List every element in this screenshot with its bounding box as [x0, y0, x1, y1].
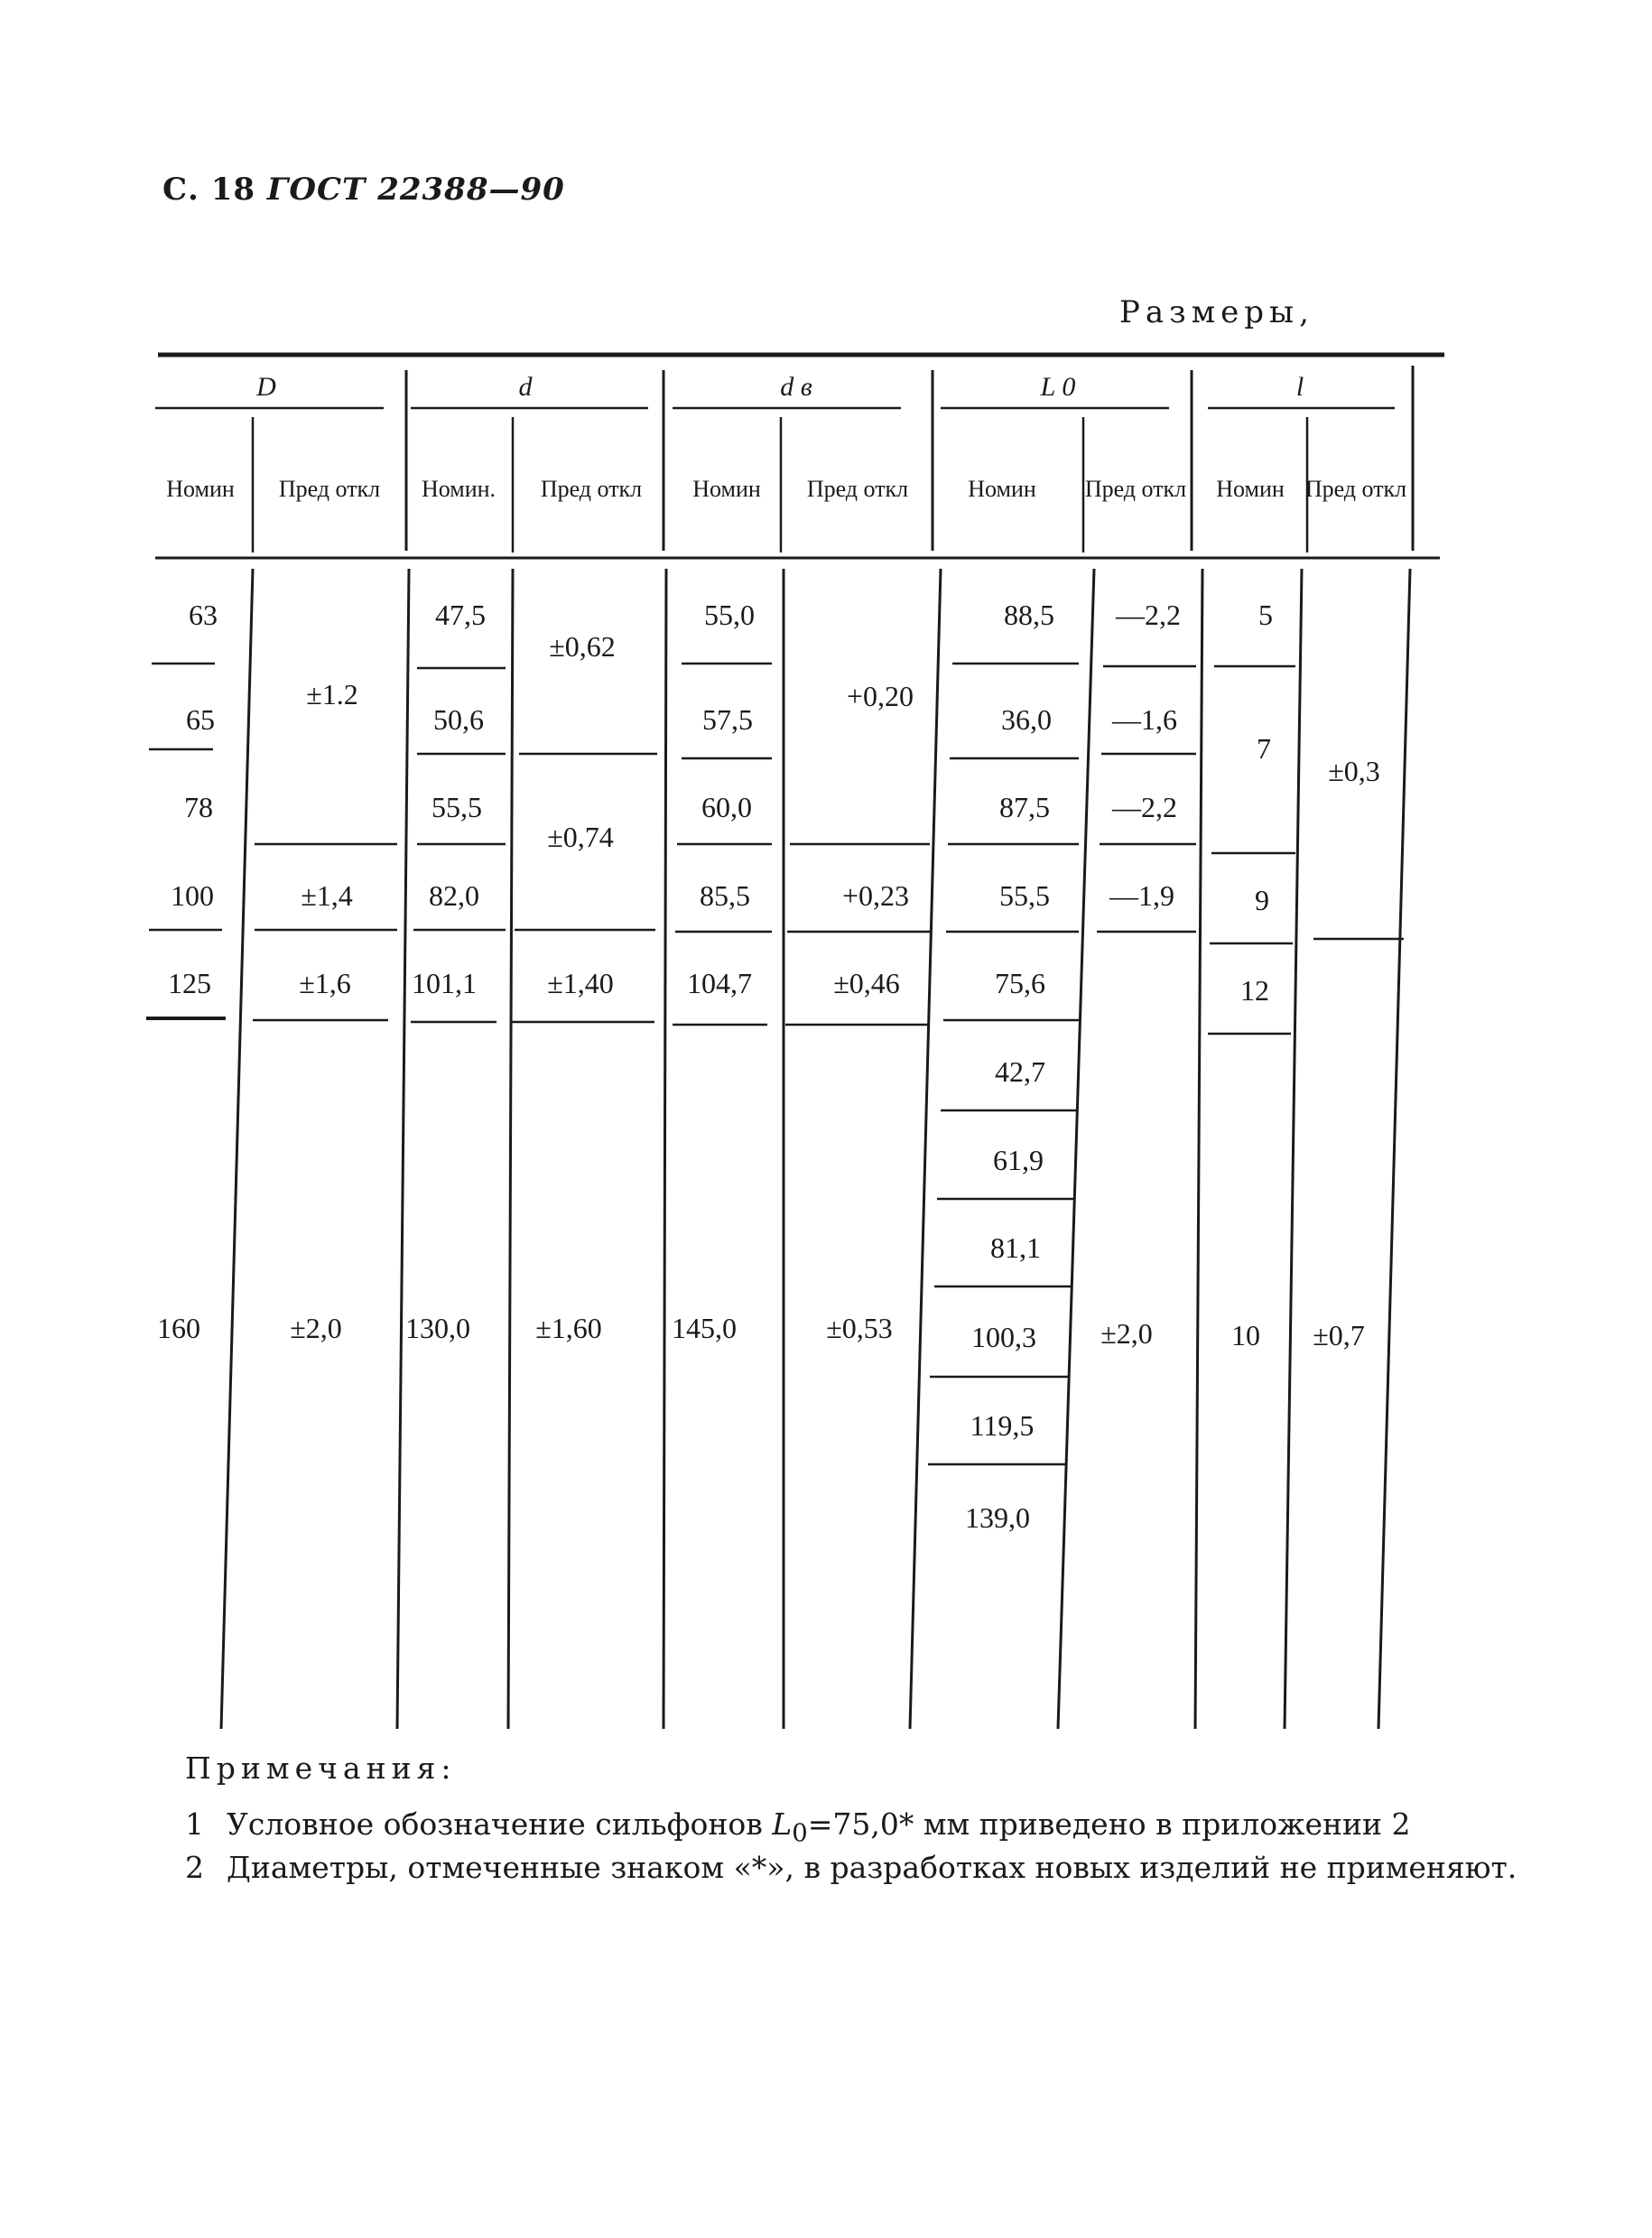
- table-cell: 104,7: [687, 967, 752, 999]
- table-cell: —1,6: [1112, 703, 1177, 736]
- standard-number: ГОСТ 22388—90: [266, 172, 565, 208]
- table-cell: ±1,4: [301, 879, 353, 912]
- table-cell: 100: [171, 879, 214, 912]
- body-column-line: [1285, 569, 1302, 1729]
- table-cell: ±1,60: [535, 1312, 602, 1344]
- table-cell: —2,2: [1112, 791, 1177, 823]
- subheader-l-nom: Номин: [1216, 476, 1285, 502]
- subheader-D-nom: Номин: [166, 476, 235, 502]
- table-cell: 61,9: [993, 1144, 1044, 1176]
- subheader-d-dev: Пред откл: [540, 476, 643, 502]
- body-column-line: [664, 569, 666, 1729]
- table-cell: 55,5: [999, 879, 1050, 912]
- subheader-L0-nom: Номин: [968, 476, 1036, 502]
- table-cell: 10: [1231, 1319, 1260, 1351]
- table-cell: +0,20: [846, 680, 914, 712]
- body-column-line: [1378, 569, 1410, 1729]
- note-text: =75,0* мм приведено в приложении 2: [807, 1806, 1411, 1842]
- table-cell: 75,6: [995, 967, 1045, 999]
- table-cell: 60,0: [701, 791, 752, 823]
- table-cell: 9: [1255, 884, 1269, 916]
- table-cell: 47,5: [435, 599, 486, 631]
- note-number: 2: [185, 1849, 204, 1885]
- group-heading-L0: L 0: [1040, 372, 1076, 402]
- table-cell: 63: [189, 599, 218, 631]
- table-cell: 42,7: [995, 1055, 1045, 1088]
- note-2: [185, 1851, 1517, 1885]
- dimensions-caption: Размеры,: [1119, 294, 1314, 330]
- table-cell: 65: [186, 703, 215, 736]
- table-cell: ±2,0: [290, 1312, 342, 1344]
- table-cell: ±1,6: [299, 967, 351, 999]
- body-column-line: [221, 569, 253, 1729]
- table-cell: ±0,7: [1313, 1319, 1365, 1351]
- table-cell: 88,5: [1004, 599, 1054, 631]
- group-heading-d: d: [518, 372, 533, 402]
- table-cell: 139,0: [965, 1501, 1030, 1534]
- notes-section: [185, 1751, 1517, 1885]
- table-cell: ±0,3: [1328, 755, 1380, 787]
- table-cell: 12: [1240, 974, 1269, 1007]
- table-cell: 57,5: [702, 703, 753, 736]
- table-cell: 5: [1258, 599, 1273, 631]
- subheader-dv-nom: Номин: [692, 476, 761, 502]
- table-cell: ±0,62: [549, 630, 616, 663]
- table-cell: 87,5: [999, 791, 1050, 823]
- table-cell: +0,23: [841, 879, 910, 912]
- table-cell: 7: [1257, 732, 1271, 765]
- table-cell: 145,0: [672, 1312, 737, 1344]
- subheader-dv-dev: Пред откл: [806, 476, 909, 502]
- subheader-D-dev: Пред откл: [278, 476, 381, 502]
- note-number: 1: [185, 1806, 204, 1842]
- note-subscript: 0: [792, 1818, 808, 1848]
- table-cell: 130,0: [405, 1312, 470, 1344]
- table-cell: ±0,46: [833, 967, 900, 999]
- table-cell: 36,0: [1001, 703, 1052, 736]
- table-cell: 119,5: [970, 1409, 1035, 1442]
- body-column-line: [397, 569, 409, 1729]
- note-1: [185, 1807, 1517, 1851]
- body-column-line: [910, 569, 941, 1729]
- notes-title: Примечания:: [185, 1750, 457, 1786]
- table-cell: 81,1: [990, 1231, 1041, 1264]
- table-cell: ±1.2: [306, 678, 358, 710]
- table-cell: ±0,53: [826, 1312, 893, 1344]
- table-cell: 50,6: [433, 703, 484, 736]
- page-number: С. 18: [162, 172, 256, 208]
- group-heading-l: l: [1295, 372, 1304, 402]
- group-heading-D: D: [256, 372, 276, 402]
- table-cell: 101,1: [412, 967, 477, 999]
- table-cell: 100,3: [971, 1321, 1036, 1353]
- note-symbol: L: [772, 1806, 793, 1842]
- table-cell: 82,0: [429, 879, 479, 912]
- note-text: Условное обозначение сильфонов: [227, 1806, 773, 1842]
- body-column-line: [508, 569, 513, 1729]
- subheader-l-dev: Пред откл: [1304, 476, 1407, 502]
- table-cell: ±0,74: [547, 821, 614, 853]
- table-cell: 160: [157, 1312, 200, 1344]
- group-heading-dv: d в: [780, 372, 812, 402]
- note-text: Диаметры, отмеченные знаком «*», в разработках новых изделий не применяют.: [227, 1849, 1517, 1885]
- table-cell: ±1,40: [547, 967, 614, 999]
- table-cell: ±2,0: [1100, 1317, 1153, 1350]
- table-cell: —1,9: [1109, 879, 1174, 912]
- body-column-line: [1195, 569, 1202, 1729]
- table-cell: —2,2: [1116, 599, 1181, 631]
- body-column-line: [1058, 569, 1094, 1729]
- table-cell: 55,0: [704, 599, 755, 631]
- table-cell: 55,5: [432, 791, 482, 823]
- subheader-d-nom: Номин.: [421, 476, 497, 502]
- table-cell: 125: [168, 967, 211, 999]
- subheader-L0-dev: Пред откл: [1084, 476, 1187, 502]
- table-cell: 85,5: [700, 879, 750, 912]
- table-cell: 78: [184, 791, 213, 823]
